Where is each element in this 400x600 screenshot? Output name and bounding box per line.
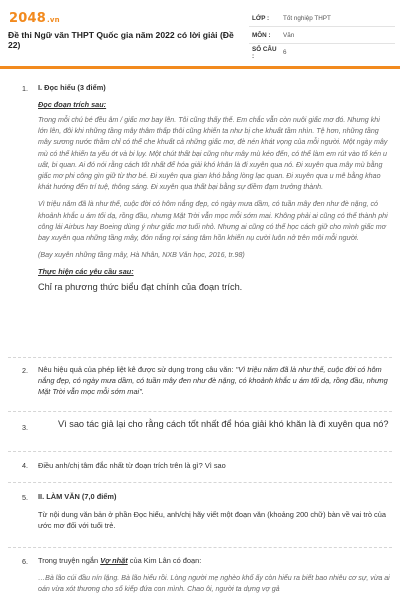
question-divider — [8, 411, 392, 412]
question-body — [38, 82, 390, 294]
meta-row-subject — [249, 27, 395, 44]
question-number: 2. — [22, 366, 28, 375]
header-accent-rule — [0, 66, 400, 69]
passage-excerpt: …Bà lão cúi đầu nín lặng. Bà lão hiểu rồi. Lòng người mẹ nghèo khổ ấy còn hiểu ra biết bao nhiêu cơ sự, vừa ai oán vừa xót thương cho số kiếp đứa con mình. Chao ôi, người ta dựng vợ gả — [38, 574, 390, 594]
question-number: 6. — [22, 557, 28, 566]
question-text: Điều anh/chị tâm đắc nhất từ đoạn trích trên là gì? Vì sao — [38, 461, 226, 470]
question-number: 4. — [22, 461, 28, 470]
question-divider — [8, 357, 392, 358]
section-heading: II. LÀM VĂN (7,0 điểm) — [38, 492, 117, 501]
question-body — [38, 555, 390, 595]
question-body — [38, 491, 390, 531]
question-task: Chỉ ra phương thức biểu đạt chính của đoạn trích. — [38, 282, 243, 293]
exam-meta-table — [249, 10, 395, 61]
sub-heading: Đọc đoạn trích sau: — [38, 100, 107, 109]
meta-row-question-count — [249, 44, 395, 61]
question-prompt-end: của Kim Lân có đoạn: — [127, 556, 202, 565]
question-text — [38, 364, 390, 397]
exam-title: Đề thi Ngữ văn THPT Quốc gia năm 2022 có lời giải (Đề 22) — [8, 30, 234, 50]
question-prompt: Trong truyện ngắn — [38, 556, 101, 565]
section-heading: I. Đọc hiểu (3 điểm) — [38, 83, 106, 92]
question-quote: "Vì triệu năm đã là như thế, cuộc đời có hôm nắng đẹp, có ngày mưa dầm, có tuần mây đen như đè nặng, có khoảnh khắc u ám tối dạ, rồng đầu, nhưng Mặt Trời vẫn mọc mỗi sớm mai". — [38, 365, 388, 396]
question-number: 3. — [22, 423, 28, 432]
question-number: 5. — [22, 493, 28, 502]
logo-suffix: .vn — [46, 16, 60, 24]
document-header — [0, 0, 400, 64]
meta-key: MÔN : — [252, 31, 271, 39]
question-divider — [8, 451, 392, 452]
meta-value: Tốt nghiệp THPT — [283, 14, 331, 22]
question-body — [38, 364, 390, 397]
question-body — [38, 418, 390, 431]
meta-key: SỐ CÂU : — [252, 45, 277, 60]
question-text: Từ nội dung văn bản ở phần Đọc hiểu, anh/chị hãy viết một đoạn văn (khoảng 200 chữ) bàn về vai trò của ước mơ đối với tuổi trẻ. — [38, 510, 386, 530]
meta-key: LỚP : — [252, 14, 270, 22]
question-body — [38, 460, 390, 471]
question-text — [38, 555, 390, 566]
site-logo[interactable] — [9, 11, 60, 26]
meta-value: Văn — [283, 31, 295, 39]
work-title: Vợ nhặt — [100, 556, 128, 565]
question-prompt: Nêu hiệu quả của phép liệt kê được sử dụng trong câu văn: — [38, 365, 236, 374]
meta-value: 6 — [283, 49, 287, 56]
question-text: Vì sao tác giả lại cho rằng cách tốt nhất để hóa giải khó khăn là đi xuyên qua nó? — [58, 419, 389, 429]
passage-citation: (Bay xuyên những tầng mây, Hà Nhân, NXB Văn học, 2016, tr.98) — [38, 251, 245, 260]
passage-paragraph: Vì triệu năm đã là như thế, cuộc đời có hôm nắng đẹp, có ngày mưa dầm, có tuần mây đen như đè nặng, có khoảnh khắc u ám tối dạ, rồng đầu, nhưng Mặt Trời vẫn mọc mỗi sớm mai. Không phải ai cũng có thể thành phi công lái Airbus hay Boeing dùng ý như giấc mơ tuổi nhỏ. Nhưng ai cũng có thể học cách giữ cho mình giấc mơ bay xuyên qua những tầng mây, đón nắng rọi sáng tâm hồn khiến nụ cười luôn nở trên môi mỗi người. — [38, 200, 388, 243]
question-divider — [8, 547, 392, 548]
meta-row-grade — [249, 10, 395, 27]
logo-text: 2048 — [9, 11, 46, 26]
passage-paragraph: Trong mỗi chú bé đều âm / giấc mơ bay lên. Tôi cũng thấy thế. Em chắc vẫn còn nuôi giấc mơ đó. Nhưng khi lớn lên, đôi khi những tầng mây thâm thấp thôi cũng khiến ta như bị che khuất tầm nhìn. Tệ hơn, những tầng mây sương nước thầm chỉ có thể che khuất cả những giấc mơ, đè nén khát vọng của mỗi người. Một ngày mây mù có thể khiến ta yếu ớt và bi lụy. Một chút thất bại cũng như mây mù kéo đến, có thể làm em rút vào tổ kén u uất, bi quan. Ai đó nói rằng cách tốt nhất để hóa giải khó khăn là đi xuyên qua nó. Đi xuyên qua mây mù bằng giấc mơ phi công gìn giữ từ thơ bé. Đi xuyên qua gian khó bằng lòng lạc quan. Đi xuyên qua u mê bằng khao khát hướng đến trí tuệ, thông sáng. Đi xuyên qua thất bại bằng sự điềm đạm trưởng thành. — [38, 116, 388, 192]
question-number: 1. — [22, 84, 28, 93]
question-divider — [8, 482, 392, 483]
sub-heading: Thực hiện các yêu cầu sau: — [38, 267, 134, 277]
